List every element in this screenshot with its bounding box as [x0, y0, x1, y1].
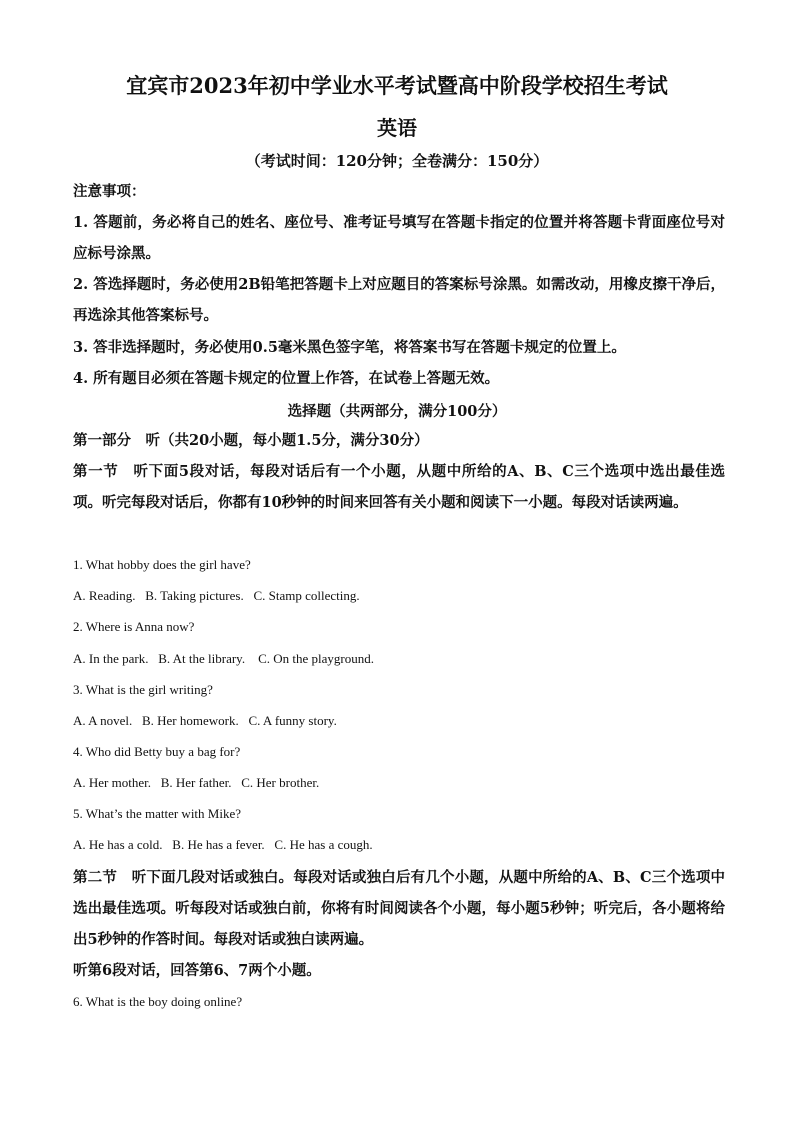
question-5-options: A. He has a cold. B. He has a fever. C. He has a cough.: [73, 837, 373, 852]
note-item-1: 1. 答题前，务必将自己的姓名、座位号、准考证号填写在答题卡指定的位置并将答题卡背面座位号对应标号涂黑。: [73, 214, 725, 262]
subject-title: 英语: [377, 116, 417, 140]
question-3-options: A. A novel. B. Her homework. C. A funny story.: [73, 713, 337, 728]
section2-instructions: 第二节 听下面几段对话或独白。每段对话或独白后有几个小题，从题中所给的A、B、C三个选项中选出最佳选项。听每段对话或独白前，你将有时间阅读各个小题，每小题5秒钟；听完后，各小题将给出5秒钟的作答时间。每段对话或独白读两遍。: [73, 869, 725, 948]
notes-heading: 注意事项：: [73, 183, 146, 200]
question-3: 3. What is the girl writing?: [73, 682, 213, 697]
question-6: 6. What is the boy doing online?: [73, 994, 243, 1009]
question-4-options: A. Her mother. B. Her father. C. Her brother.: [73, 775, 320, 790]
note-item-2: 2. 答选择题时，务必使用2B铅笔把答题卡上对应题目的答案标号涂黑。如需改动，用橡皮擦干净后，再选涂其他答案标号。: [73, 276, 725, 324]
question-4: 4. Who did Betty buy a bag for?: [73, 744, 241, 759]
exam-title: 宜宾市2023年初中学业水平考试暨高中阶段学校招生考试: [126, 73, 668, 98]
question-2-options: A. In the park. B. At the library. C. On the playground.: [73, 651, 374, 666]
part1-heading: 第一部分 听（共20小题，每小题1.5分，满分30分）: [73, 432, 429, 449]
section1-instructions: 第一节 听下面5段对话，每段对话后有一个小题，从题中所给的A、B、C三个选项中选出最佳选项。听完每段对话后，你都有10秒钟的时间来回答有关小题和阅读下一小题。每段对话读两遍。: [73, 463, 725, 511]
question-1: 1. What hobby does the girl have?: [73, 557, 251, 572]
question-1-options: A. Reading. B. Taking pictures. C. Stamp collecting.: [73, 588, 360, 603]
note-item-4: 4. 所有题目必须在答题卡规定的位置上作答，在试卷上答题无效。: [73, 370, 500, 387]
dialog6-heading: 听第6段对话，回答第6、7两个小题。: [73, 962, 321, 979]
question-5: 5. What’s the matter with Mike?: [73, 806, 241, 821]
section-title: 选择题（共两部分，满分100分）: [287, 403, 507, 420]
note-item-3: 3. 答非选择题时，务必使用0.5毫米黑色签字笔，将答案书写在答题卡规定的位置上。: [73, 339, 626, 356]
exam-info: （考试时间：120分钟；全卷满分：150分）: [245, 152, 549, 170]
question-2: 2. Where is Anna now?: [73, 619, 195, 634]
